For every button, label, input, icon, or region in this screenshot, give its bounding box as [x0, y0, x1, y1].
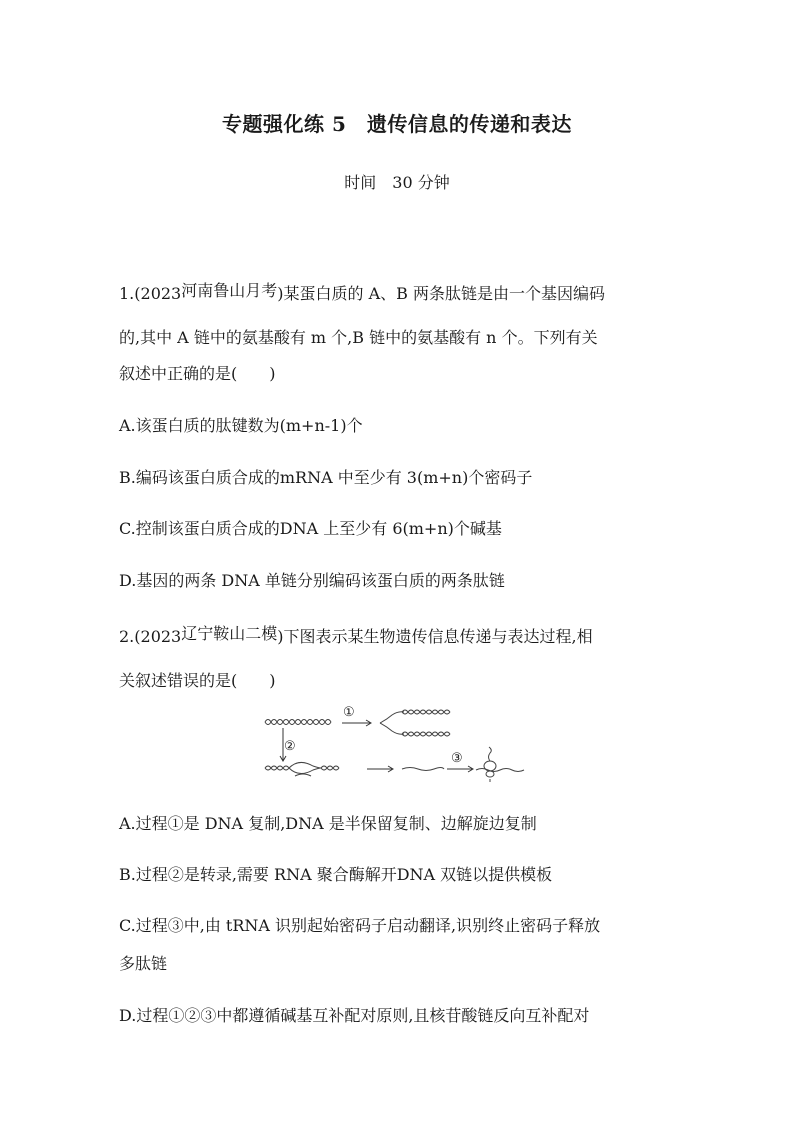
process-label: ①: [343, 706, 355, 720]
question-2-option-c: C.过程③中,由 tRNA 识别起始密码子启动翻译,识别终止密码子释放: [119, 916, 601, 935]
question-2-option-c-line-2: 多肽链: [119, 954, 168, 973]
page-title: 专题强化练 5 遗传信息的传递和表达: [222, 112, 572, 136]
replication-fork-icon: [380, 710, 450, 736]
gene-expression-diagram: [262, 706, 532, 782]
dna-helix-icon: [265, 720, 331, 725]
question-1-option-b: B.编码该蛋白质合成的mRNA 中至少有 3(m+n)个密码子: [119, 468, 533, 487]
question-1-option-a: A.该蛋白质的肽键数为(m+n-1)个: [119, 416, 363, 435]
question-2-option-d: D.过程①②③中都遵循碱基互补配对原则,且核苷酸链反向互补配对: [119, 1006, 590, 1025]
question-1-stem-line-3: 叙述中正确的是( ): [119, 364, 276, 383]
mrna-icon: [402, 768, 444, 771]
question-stem-text: )下图表示某生物遗传信息传递与表达过程,相: [277, 627, 593, 646]
question-1-option-d: D.基因的两条 DNA 单链分别编码该蛋白质的两条肽链: [119, 571, 505, 590]
question-year: (2023: [134, 284, 182, 303]
question-number: 1.: [119, 284, 135, 303]
question-1-stem: [119, 278, 605, 304]
question-2-stem: [119, 621, 593, 647]
time-limit: 时间 30 分钟: [344, 173, 450, 192]
question-number: 2.: [119, 627, 135, 646]
question-2-option-b: B.过程②是转录,需要 RNA 聚合酶解开DNA 双链以提供模板: [119, 865, 553, 884]
transcription-bubble-icon: [265, 762, 339, 776]
question-1-stem-line-2: 的,其中 A 链中的氨基酸有 m 个,B 链中的氨基酸有 n 个。下列有关: [119, 328, 598, 347]
question-source: 河南鲁山月考: [181, 281, 278, 300]
question-2-option-a: A.过程①是 DNA 复制,DNA 是半保留复制、边解旋边复制: [119, 814, 537, 833]
process-label: ②: [284, 739, 296, 754]
question-2-stem-line-2: 关叙述错误的是( ): [119, 671, 276, 690]
ribosome-icon: [476, 747, 524, 782]
question-stem-text: )某蛋白质的 A、B 两条肽链是由一个基因编码: [277, 284, 605, 303]
question-source: 辽宁鞍山二模: [181, 624, 278, 643]
question-year: (2023: [134, 627, 182, 646]
process-label: ③: [451, 751, 463, 766]
question-1-option-c: C.控制该蛋白质合成的DNA 上至少有 6(m+n)个碱基: [119, 519, 502, 538]
